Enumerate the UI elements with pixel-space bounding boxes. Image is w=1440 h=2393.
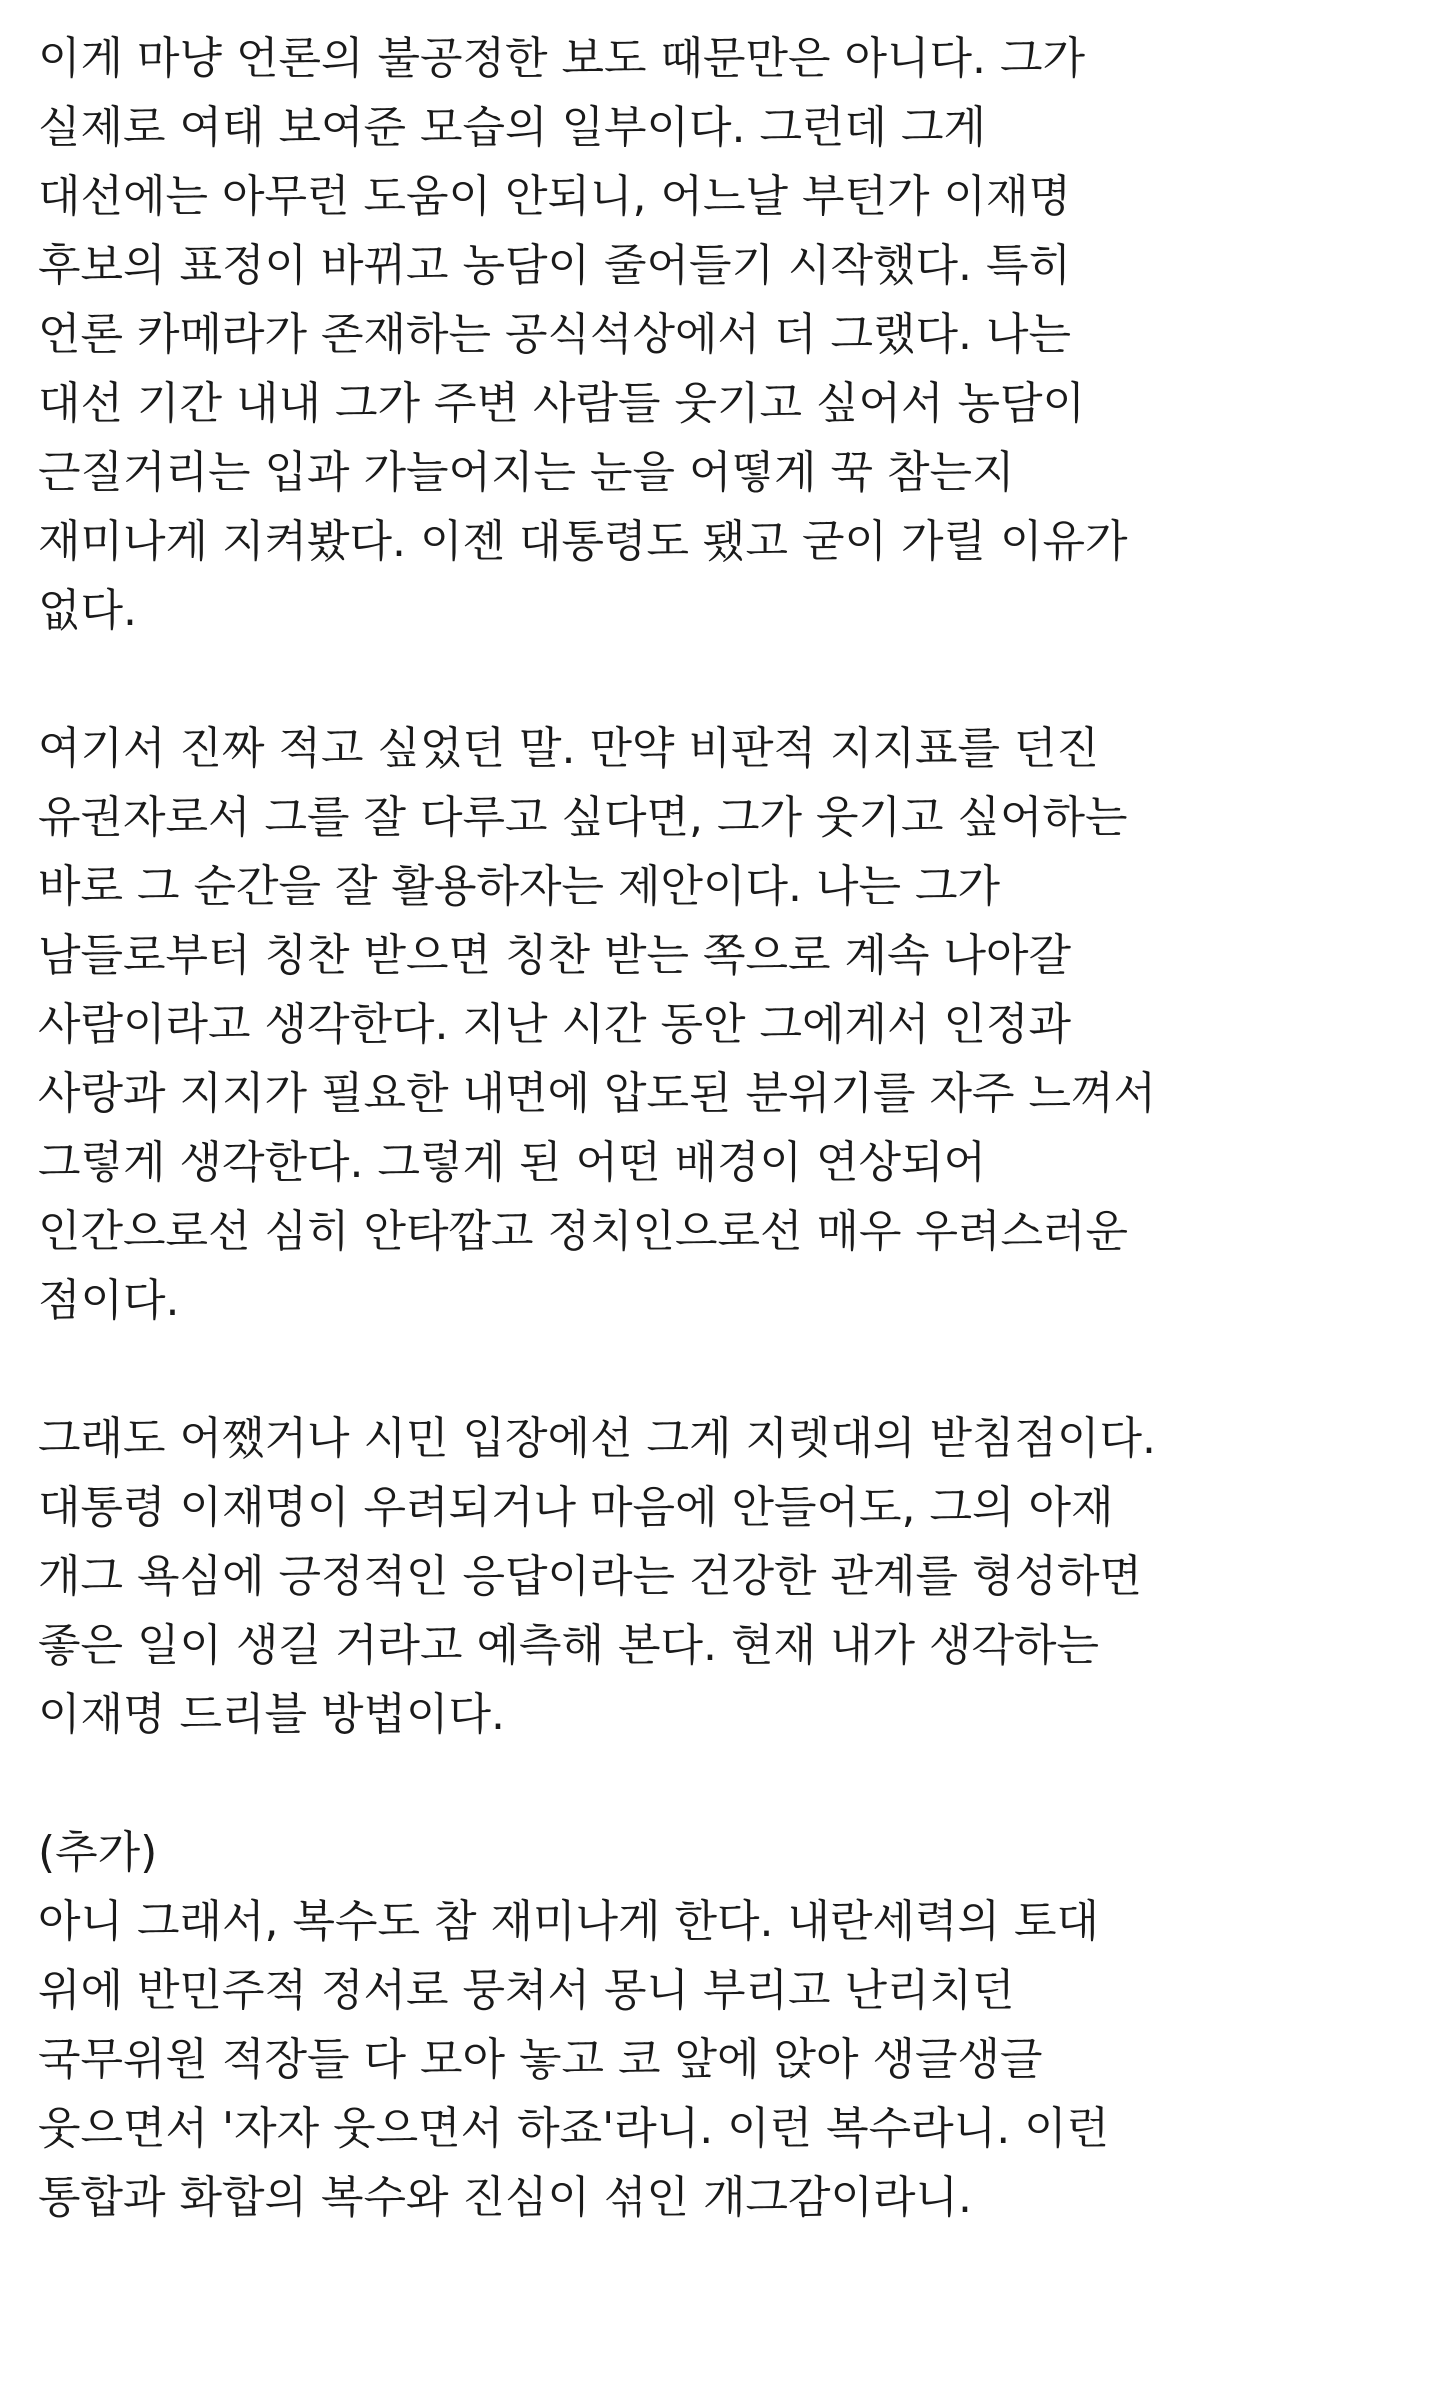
text-line: 아니 그래서, 복수도 참 재미나게 한다. 내란세력의 토대 xyxy=(38,1896,1099,1947)
text-line: 남들로부터 칭찬 받으면 칭찬 받는 쪽으로 계속 나아갈 xyxy=(38,930,1071,981)
text-line: 이재명 드리블 방법이다. xyxy=(38,1689,505,1740)
addendum-label: (추가) xyxy=(38,1827,158,1878)
text-line: 근질거리는 입과 가늘어지는 눈을 어떻게 꾹 참는지 xyxy=(38,447,1015,498)
text-line: 그래도 어쨌거나 시민 입장에선 그게 지렛대의 받침점이다. xyxy=(38,1413,1156,1464)
text-line: 바로 그 순간을 잘 활용하자는 제안이다. 나는 그가 xyxy=(38,861,1000,912)
text-line: 여기서 진짜 적고 싶었던 말. 만약 비판적 지지표를 던진 xyxy=(38,723,1099,774)
text-line: 위에 반민주적 정서로 뭉쳐서 몽니 부리고 난리치던 xyxy=(38,1965,1015,2016)
text-line: 대선 기간 내내 그가 주변 사람들 웃기고 싶어서 농담이 xyxy=(38,378,1085,429)
text-line: 통합과 화합의 복수와 진심이 섞인 개그감이라니. xyxy=(38,2172,972,2223)
text-line: 좋은 일이 생길 거라고 예측해 본다. 현재 내가 생각하는 xyxy=(38,1620,1099,1671)
text-line: 이게 마냥 언론의 불공정한 보도 때문만은 아니다. 그가 xyxy=(38,33,1085,84)
text-line: 재미나게 지켜봤다. 이젠 대통령도 됐고 굳이 가릴 이유가 xyxy=(38,516,1128,567)
text-line: 인간으로선 심히 안타깝고 정치인으로선 매우 우려스러운 xyxy=(38,1206,1129,1257)
text-line: 언론 카메라가 존재하는 공식석상에서 더 그랬다. 나는 xyxy=(38,309,1071,360)
text-line: 없다. xyxy=(38,585,137,636)
text-line: 실제로 여태 보여준 모습의 일부이다. 그런데 그게 xyxy=(38,102,986,153)
paragraph-1 xyxy=(38,24,1440,645)
paragraph-3 xyxy=(38,1404,1440,1749)
text-line: 유권자로서 그를 잘 다루고 싶다면, 그가 웃기고 싶어하는 xyxy=(38,792,1128,843)
paragraph-2 xyxy=(38,714,1440,1335)
paragraph-4-addendum xyxy=(38,1818,1440,2232)
text-line: 사람이라고 생각한다. 지난 시간 동안 그에게서 인정과 xyxy=(38,999,1071,1050)
text-line: 점이다. xyxy=(38,1275,180,1326)
text-line: 그렇게 생각한다. 그렇게 된 어떤 배경이 연상되어 xyxy=(38,1137,986,1188)
text-line: 사랑과 지지가 필요한 내면에 압도된 분위기를 자주 느껴서 xyxy=(38,1068,1156,1119)
text-line: 웃으면서 '자자 웃으면서 하죠'라니. 이런 복수라니. 이런 xyxy=(38,2103,1110,2154)
text-line: 대통령 이재명이 우려되거나 마음에 안들어도, 그의 아재 xyxy=(38,1482,1114,1533)
text-line: 대선에는 아무런 도움이 안되니, 어느날 부턴가 이재명 xyxy=(38,171,1071,222)
text-line: 개그 욕심에 긍정적인 응답이라는 건강한 관계를 형성하면 xyxy=(38,1551,1143,1602)
text-line: 후보의 표정이 바뀌고 농담이 줄어들기 시작했다. 특히 xyxy=(38,240,1071,291)
text-line: 국무위원 적장들 다 모아 놓고 코 앞에 앉아 생글생글 xyxy=(38,2034,1043,2085)
